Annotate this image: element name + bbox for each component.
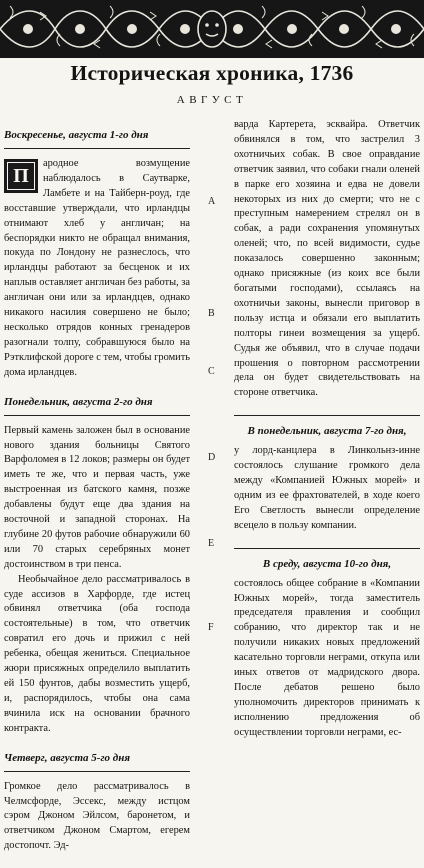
entry-paragraph: Необычайное дело рассматривалось в суде ассизов в Харфорде, где истец обвинял ответчика (оба господа состоятельные) в том, что ответчик совратил его дочь и прижил с ней ребенка, обещая жениться. Специальное жюри присяжных определило выплатить ей 150 фунтов, дабы возместить ущерб, и, распорядилось, чтобы она сама вчинила иск на основании брачного контракта. — [4, 573, 190, 734]
margin-letter: A — [208, 196, 216, 207]
entry-heading: Воскресенье, августа 1-го дня — [4, 129, 149, 141]
entry-august-2 — [4, 395, 190, 737]
left-column — [4, 128, 190, 868]
entry-heading: Четверг, августа 5-го дня — [4, 751, 130, 764]
entry-paragraph: варда Картерета, эсквайра. Ответчик обвинялся в том, что застрелил 3 охотничьих собак. В свое оправдание ответчик заявил, что собаки гнали оленей в парке его хозяина и едва не довели некоторых из них до смерти; что не с преступным намерением стрелял он в собак, а ради сохранения упомянутых оленей; что, по всей видимости, судье показалось совершенно законным; однако присяжные (из коих все были богатыми господами), ссылаясь на охотничьи законы, вынесли приговор в пользу истца и обязали его выплатить полторы гинеи возмещения за ущерб. Судья же объявил, что в случае подачи прошения о повторном рассмотрении дела он будет свидетельствовать на стороне ответчика. — [234, 119, 420, 399]
margin-reference-letters — [200, 0, 230, 703]
right-column — [234, 118, 420, 755]
divider — [234, 415, 420, 416]
entry-continued — [234, 118, 420, 401]
dropcap-initial: П — [4, 159, 38, 193]
entry-paragraph: Громкое дело рассматривалось в Челмсфорде, Эссекс, между истцом сэром Джоном Эйлсом, баронетом, и ответчиком Джоном Смартом, егерем достопочт. Эд- — [4, 780, 190, 852]
margin-letter: D — [208, 452, 216, 463]
entry-heading: Понедельник, августа 2-го дня — [4, 395, 153, 408]
entry-paragraph: у лорд-канцлера в Линкольнз-инне состоялось слушание громкого дела между «Компанией Южных морей» и одним из ее фрахтователей, в ходе коего Его Светлость вынесли определение всецело в пользу компании. — [234, 445, 420, 531]
divider — [234, 548, 420, 549]
entry-heading: В понедельник, августа 7-го дня, — [247, 425, 407, 438]
page-title: Историческая хроника, 1736 — [70, 61, 354, 85]
margin-letter: F — [208, 622, 214, 633]
month-subtitle: АВГУСТ — [176, 94, 248, 106]
entry-paragraph: состоялось общее собрание в «Компании Южных морей», тогда заместитель председателя правления и сообщил собранию, что директор так и не получили никаких новых предложений касательно торговли неграми, откупа или иных ответов от мадридского двора. После дебатов решено было уполномочить директоров принимать к исполнению предложения об осуществлении торговли неграми, ес- — [234, 577, 420, 738]
entry-august-5 — [4, 751, 190, 855]
entry-heading: В среду, августа 10-го дня, — [262, 557, 392, 570]
entry-august-7 — [234, 415, 420, 533]
divider — [4, 148, 190, 149]
margin-letter: E — [208, 538, 215, 549]
margin-letter: C — [208, 366, 215, 377]
entry-august-1 — [4, 128, 190, 381]
entry-paragraph: Первый камень заложен был в основание нового здания больницы Святого Варфоломея в 12 локов; размеры он будет иметь те же, что и первая часть, уже выстроенная из батского камня, позже добавлены будут еще два здания на восточной и западной сторонах. На глубине 20 футов рабочие обнаружили 60 или 70 старых серебряных монет достоинством в три пенса. — [4, 424, 190, 570]
divider — [4, 415, 190, 416]
entry-paragraph: ародное возмущение наблюдалось в Саутварке, Ламбете и на Тайберн-роуд, где восставшие утверждали, что ирландцы отнимают хлеб у англичан; на беспорядки никто не обращал внимания, покуда по Лондону не разнеслось, что ирландцы работают за бесценок и их наплыв оставляет англичан без работы, за англичан они или за ирландцев, однако никакого насилия совершено не было; несколько отрядов конных гренадеров разогнали толпу, собравшуюся было на Рэтклифской дороге с тем, чтобы громить дома ирландцев. — [4, 158, 190, 378]
entry-august-10 — [234, 548, 420, 741]
margin-letter: B — [208, 308, 215, 319]
divider — [4, 771, 190, 772]
